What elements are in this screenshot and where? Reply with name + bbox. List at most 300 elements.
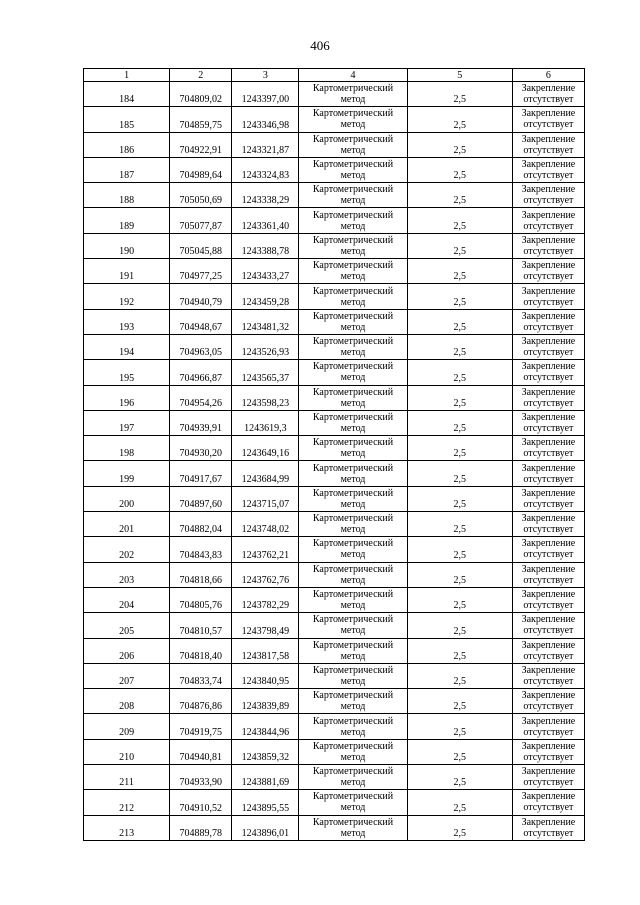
coordinate-y: 1243459,28: [232, 284, 299, 309]
method-line-2: метод: [340, 650, 366, 662]
point-number: 205: [84, 613, 170, 638]
coordinate-y: 1243840,95: [232, 663, 299, 688]
method-line-1: Картометрический: [312, 412, 394, 423]
coordinate-y: 1243649,16: [232, 436, 299, 461]
error-value: 2,5: [407, 436, 512, 461]
error-value: 2,5: [407, 208, 512, 233]
column-header-5: 5: [407, 69, 512, 82]
method-line-1: Картометрический: [312, 234, 394, 246]
coordinate-x: 704963,05: [170, 334, 232, 359]
column-header-4: 4: [299, 69, 407, 82]
method-line-1: Картометрический: [312, 209, 394, 221]
fixation-line-1: Закрепление: [521, 816, 576, 828]
method-cell: [299, 562, 407, 587]
fixation-line-2: отсутствует: [523, 751, 574, 763]
fixation-line-2: отсутствует: [523, 397, 574, 409]
method-line-2: метод: [340, 498, 366, 510]
coordinate-x: 704818,40: [170, 638, 232, 663]
method-line-2: метод: [340, 625, 366, 637]
method-line-2: метод: [340, 675, 366, 687]
method-cell: [299, 157, 407, 182]
table-row: [84, 183, 585, 208]
error-value: 2,5: [407, 562, 512, 587]
point-number: 206: [84, 638, 170, 663]
fixation-line-2: отсутствует: [523, 675, 574, 687]
method-cell: [299, 208, 407, 233]
method-line-1: Картометрический: [312, 614, 394, 626]
error-value: 2,5: [407, 587, 512, 612]
method-line-1: Картометрический: [312, 513, 394, 525]
method-cell: [299, 512, 407, 537]
fixation-cell: [512, 587, 584, 612]
method-line-2: метод: [340, 827, 366, 839]
table-row: [84, 613, 585, 638]
fixation-cell: [512, 436, 584, 461]
table-row: [84, 815, 585, 840]
method-cell: [299, 233, 407, 258]
method-cell: [299, 714, 407, 739]
method-line-2: метод: [340, 473, 366, 485]
fixation-line-2: отсутствует: [523, 321, 574, 333]
coordinate-x: 704930,20: [170, 436, 232, 461]
fixation-line-1: Закрепление: [521, 184, 576, 196]
fixation-cell: [512, 663, 584, 688]
coordinate-y: 1243896,01: [232, 815, 299, 840]
method-line-1: Картометрический: [312, 184, 394, 196]
coordinate-x: 704917,67: [170, 461, 232, 486]
coordinate-y: 1243859,32: [232, 739, 299, 764]
method-line-1: Картометрический: [312, 589, 394, 601]
fixation-line-2: отсутствует: [523, 802, 574, 814]
coordinate-x: 704977,25: [170, 259, 232, 284]
fixation-line-2: отсутствует: [523, 271, 574, 283]
fixation-line-2: отсутствует: [523, 372, 574, 384]
coordinate-y: 1243324,83: [232, 157, 299, 182]
fixation-cell: [512, 486, 584, 511]
fixation-line-2: отсутствует: [523, 423, 574, 434]
method-line-1: Картометрический: [312, 386, 394, 398]
table-row: [84, 461, 585, 486]
fixation-line-1: Закрепление: [521, 133, 576, 145]
point-number: 195: [84, 360, 170, 385]
error-value: 2,5: [407, 107, 512, 132]
fixation-line-2: отсутствует: [523, 777, 574, 789]
coordinate-y: 1243798,49: [232, 613, 299, 638]
method-cell: [299, 436, 407, 461]
coordinate-y: 1243684,99: [232, 461, 299, 486]
error-value: 2,5: [407, 284, 512, 309]
method-cell: [299, 334, 407, 359]
method-line-2: метод: [340, 574, 366, 586]
coordinate-x: 704889,78: [170, 815, 232, 840]
method-line-2: метод: [340, 170, 366, 182]
point-number: 208: [84, 689, 170, 714]
method-line-1: Картометрический: [312, 563, 394, 575]
point-number: 190: [84, 233, 170, 258]
point-number: 184: [84, 82, 170, 107]
fixation-cell: [512, 360, 584, 385]
fixation-line-1: Закрепление: [521, 487, 576, 499]
method-line-1: Картометрический: [312, 462, 394, 474]
point-number: 203: [84, 562, 170, 587]
coordinate-y: 1243526,93: [232, 334, 299, 359]
error-value: 2,5: [407, 334, 512, 359]
table-row: [84, 334, 585, 359]
fixation-line-1: Закрепление: [521, 108, 576, 120]
fixation-line-1: Закрепление: [521, 361, 576, 373]
coordinate-x: 704922,91: [170, 132, 232, 157]
error-value: 2,5: [407, 638, 512, 663]
coordinate-x: 705050,69: [170, 183, 232, 208]
method-cell: [299, 410, 407, 435]
fixation-line-2: отсутствует: [523, 195, 574, 207]
method-line-1: Картометрический: [312, 664, 394, 676]
table-row: [84, 486, 585, 511]
coordinate-y: 1243895,55: [232, 790, 299, 815]
method-line-1: Картометрический: [312, 285, 394, 297]
method-line-2: метод: [340, 726, 366, 738]
table-row: [84, 638, 585, 663]
error-value: 2,5: [407, 157, 512, 182]
method-cell: [299, 739, 407, 764]
coordinate-x: 704833,74: [170, 663, 232, 688]
fixation-line-1: Закрепление: [521, 639, 576, 651]
method-line-2: метод: [340, 423, 366, 434]
fixation-line-2: отсутствует: [523, 701, 574, 713]
fixation-line-2: отсутствует: [523, 827, 574, 839]
fixation-line-2: отсутствует: [523, 245, 574, 257]
point-number: 188: [84, 183, 170, 208]
fixation-line-2: отсутствует: [523, 296, 574, 308]
point-number: 207: [84, 663, 170, 688]
error-value: 2,5: [407, 82, 512, 107]
method-line-1: Картометрический: [312, 159, 394, 171]
coordinate-y: 1243388,78: [232, 233, 299, 258]
method-cell: [299, 689, 407, 714]
table-row: [84, 284, 585, 309]
method-line-2: метод: [340, 321, 366, 333]
point-number: 191: [84, 259, 170, 284]
method-line-2: метод: [340, 802, 366, 814]
column-header-6: 6: [512, 69, 584, 82]
method-cell: [299, 815, 407, 840]
error-value: 2,5: [407, 233, 512, 258]
fixation-line-2: отсутствует: [523, 625, 574, 637]
table-row: [84, 739, 585, 764]
method-cell: [299, 82, 407, 107]
fixation-cell: [512, 259, 584, 284]
method-line-1: Картометрический: [312, 690, 394, 702]
coordinate-y: 1243338,29: [232, 183, 299, 208]
fixation-cell: [512, 613, 584, 638]
error-value: 2,5: [407, 385, 512, 410]
method-line-2: метод: [340, 271, 366, 283]
point-number: 204: [84, 587, 170, 612]
method-line-1: Картометрический: [312, 310, 394, 322]
table-header-row: [84, 69, 585, 82]
fixation-line-1: Закрепление: [521, 412, 576, 423]
coordinate-x: 704809,02: [170, 82, 232, 107]
coordinate-x: 704954,26: [170, 385, 232, 410]
table-row: [84, 436, 585, 461]
fixation-cell: [512, 233, 584, 258]
fixation-line-1: Закрепление: [521, 310, 576, 322]
method-cell: [299, 259, 407, 284]
coordinate-x: 704966,87: [170, 360, 232, 385]
method-line-2: метод: [340, 296, 366, 308]
fixation-cell: [512, 790, 584, 815]
table-row: [84, 689, 585, 714]
fixation-cell: [512, 689, 584, 714]
table-row: [84, 360, 585, 385]
error-value: 2,5: [407, 765, 512, 790]
error-value: 2,5: [407, 815, 512, 840]
table-row: [84, 208, 585, 233]
coordinate-x: 704882,04: [170, 512, 232, 537]
coordinate-y: 1243321,87: [232, 132, 299, 157]
method-cell: [299, 284, 407, 309]
method-cell: [299, 385, 407, 410]
fixation-cell: [512, 82, 584, 107]
coordinate-y: 1243782,29: [232, 587, 299, 612]
coordinate-x: 704948,67: [170, 309, 232, 334]
method-line-1: Картометрический: [312, 766, 394, 778]
fixation-cell: [512, 714, 584, 739]
table-row: [84, 233, 585, 258]
fixation-cell: [512, 385, 584, 410]
method-cell: [299, 486, 407, 511]
table-row: [84, 765, 585, 790]
coordinate-y: 1243762,76: [232, 562, 299, 587]
method-line-1: Картометрический: [312, 538, 394, 550]
coordinate-y: 1243565,37: [232, 360, 299, 385]
error-value: 2,5: [407, 486, 512, 511]
fixation-line-1: Закрепление: [521, 513, 576, 525]
point-number: 192: [84, 284, 170, 309]
method-cell: [299, 765, 407, 790]
coordinate-x: 704876,86: [170, 689, 232, 714]
fixation-line-2: отсутствует: [523, 600, 574, 612]
method-line-2: метод: [340, 144, 366, 156]
coordinate-y: 1243346,98: [232, 107, 299, 132]
fixation-cell: [512, 638, 584, 663]
coordinate-y: 1243397,00: [232, 82, 299, 107]
table-row: [84, 537, 585, 562]
table-row: [84, 663, 585, 688]
fixation-cell: [512, 107, 584, 132]
method-cell: [299, 360, 407, 385]
fixation-line-2: отсутствует: [523, 119, 574, 131]
point-number: 200: [84, 486, 170, 511]
coordinate-y: 1243844,96: [232, 714, 299, 739]
fixation-line-2: отсутствует: [523, 726, 574, 738]
coordinate-x: 704940,79: [170, 284, 232, 309]
table-row: [84, 309, 585, 334]
fixation-line-2: отсутствует: [523, 220, 574, 232]
fixation-line-1: Закрепление: [521, 462, 576, 474]
table-row: [84, 512, 585, 537]
fixation-line-1: Закрепление: [521, 589, 576, 601]
method-line-1: Картометрический: [312, 361, 394, 373]
method-line-2: метод: [340, 195, 366, 207]
method-line-1: Картометрический: [312, 260, 394, 272]
fixation-cell: [512, 132, 584, 157]
coordinate-y: 1243481,32: [232, 309, 299, 334]
point-number: 211: [84, 765, 170, 790]
method-line-2: метод: [340, 600, 366, 612]
fixation-cell: [512, 461, 584, 486]
method-cell: [299, 132, 407, 157]
method-cell: [299, 107, 407, 132]
method-line-2: метод: [340, 549, 366, 561]
method-line-2: метод: [340, 119, 366, 131]
method-line-2: метод: [340, 777, 366, 789]
point-number: 196: [84, 385, 170, 410]
fixation-cell: [512, 309, 584, 334]
coordinate-y: 1243598,23: [232, 385, 299, 410]
coordinates-table: [83, 68, 585, 841]
coordinate-y: 1243361,40: [232, 208, 299, 233]
error-value: 2,5: [407, 613, 512, 638]
method-cell: [299, 537, 407, 562]
method-line-2: метод: [340, 245, 366, 257]
table-row: [84, 107, 585, 132]
column-header-1: 1: [84, 69, 170, 82]
table-row: [84, 82, 585, 107]
error-value: 2,5: [407, 512, 512, 537]
table-row: [84, 587, 585, 612]
fixation-cell: [512, 765, 584, 790]
fixation-line-2: отсутствует: [523, 524, 574, 536]
point-number: 186: [84, 132, 170, 157]
table-row: [84, 790, 585, 815]
method-line-1: Картометрический: [312, 816, 394, 828]
fixation-line-2: отсутствует: [523, 650, 574, 662]
coordinate-x: 704910,52: [170, 790, 232, 815]
fixation-line-2: отсутствует: [523, 144, 574, 156]
error-value: 2,5: [407, 132, 512, 157]
method-line-2: метод: [340, 524, 366, 536]
error-value: 2,5: [407, 461, 512, 486]
fixation-line-1: Закрепление: [521, 715, 576, 727]
coordinate-x: 704940,81: [170, 739, 232, 764]
point-number: 193: [84, 309, 170, 334]
fixation-line-1: Закрепление: [521, 740, 576, 752]
table-row: [84, 410, 585, 435]
method-line-2: метод: [340, 448, 366, 460]
fixation-line-1: Закрепление: [521, 614, 576, 626]
point-number: 185: [84, 107, 170, 132]
fixation-line-1: Закрепление: [521, 538, 576, 550]
method-cell: [299, 663, 407, 688]
method-line-1: Картометрический: [312, 437, 394, 449]
error-value: 2,5: [407, 537, 512, 562]
coordinate-x: 704843,83: [170, 537, 232, 562]
method-line-1: Картометрический: [312, 791, 394, 803]
fixation-cell: [512, 284, 584, 309]
error-value: 2,5: [407, 714, 512, 739]
method-cell: [299, 309, 407, 334]
fixation-cell: [512, 157, 584, 182]
coordinate-y: 1243715,07: [232, 486, 299, 511]
fixation-cell: [512, 410, 584, 435]
fixation-cell: [512, 512, 584, 537]
method-line-2: метод: [340, 220, 366, 232]
method-line-2: метод: [340, 94, 366, 106]
coordinate-y: 1243881,69: [232, 765, 299, 790]
point-number: 189: [84, 208, 170, 233]
coordinate-y: 1243433,27: [232, 259, 299, 284]
fixation-line-2: отсутствует: [523, 498, 574, 510]
table-body: [84, 82, 585, 841]
coordinate-x: 705077,87: [170, 208, 232, 233]
fixation-cell: [512, 208, 584, 233]
coordinate-x: 704919,75: [170, 714, 232, 739]
point-number: 210: [84, 739, 170, 764]
fixation-line-2: отсутствует: [523, 574, 574, 586]
fixation-line-2: отсутствует: [523, 549, 574, 561]
error-value: 2,5: [407, 739, 512, 764]
error-value: 2,5: [407, 183, 512, 208]
fixation-line-2: отсутствует: [523, 170, 574, 182]
method-line-1: Картометрический: [312, 133, 394, 145]
column-header-2: 2: [170, 69, 232, 82]
error-value: 2,5: [407, 663, 512, 688]
fixation-line-1: Закрепление: [521, 437, 576, 449]
fixation-line-2: отсутствует: [523, 94, 574, 106]
method-line-1: Картометрический: [312, 740, 394, 752]
method-line-1: Картометрический: [312, 715, 394, 727]
point-number: 209: [84, 714, 170, 739]
fixation-line-1: Закрепление: [521, 664, 576, 676]
fixation-line-2: отсутствует: [523, 473, 574, 485]
method-cell: [299, 613, 407, 638]
method-line-2: метод: [340, 701, 366, 713]
fixation-line-1: Закрепление: [521, 766, 576, 778]
coordinate-x: 705045,88: [170, 233, 232, 258]
error-value: 2,5: [407, 410, 512, 435]
error-value: 2,5: [407, 360, 512, 385]
fixation-line-1: Закрепление: [521, 285, 576, 297]
fixation-line-1: Закрепление: [521, 234, 576, 246]
error-value: 2,5: [407, 790, 512, 815]
table-row: [84, 259, 585, 284]
fixation-line-1: Закрепление: [521, 336, 576, 348]
coordinate-x: 704989,64: [170, 157, 232, 182]
coordinate-x: 704859,75: [170, 107, 232, 132]
method-line-1: Картометрический: [312, 487, 394, 499]
page-number: 406: [310, 38, 330, 53]
fixation-line-1: Закрепление: [521, 159, 576, 171]
fixation-line-2: отсутствует: [523, 448, 574, 460]
point-number: 212: [84, 790, 170, 815]
method-cell: [299, 790, 407, 815]
method-line-1: Картометрический: [312, 336, 394, 348]
coordinate-x: 704939,91: [170, 410, 232, 435]
fixation-line-1: Закрепление: [521, 791, 576, 803]
fixation-cell: [512, 334, 584, 359]
fixation-line-1: Закрепление: [521, 563, 576, 575]
error-value: 2,5: [407, 689, 512, 714]
fixation-line-1: Закрепление: [521, 386, 576, 398]
table-row: [84, 385, 585, 410]
coordinate-y: 1243817,58: [232, 638, 299, 663]
error-value: 2,5: [407, 309, 512, 334]
table-row: [84, 157, 585, 182]
fixation-line-1: Закрепление: [521, 209, 576, 221]
coordinate-y: 1243762,21: [232, 537, 299, 562]
table-row: [84, 714, 585, 739]
